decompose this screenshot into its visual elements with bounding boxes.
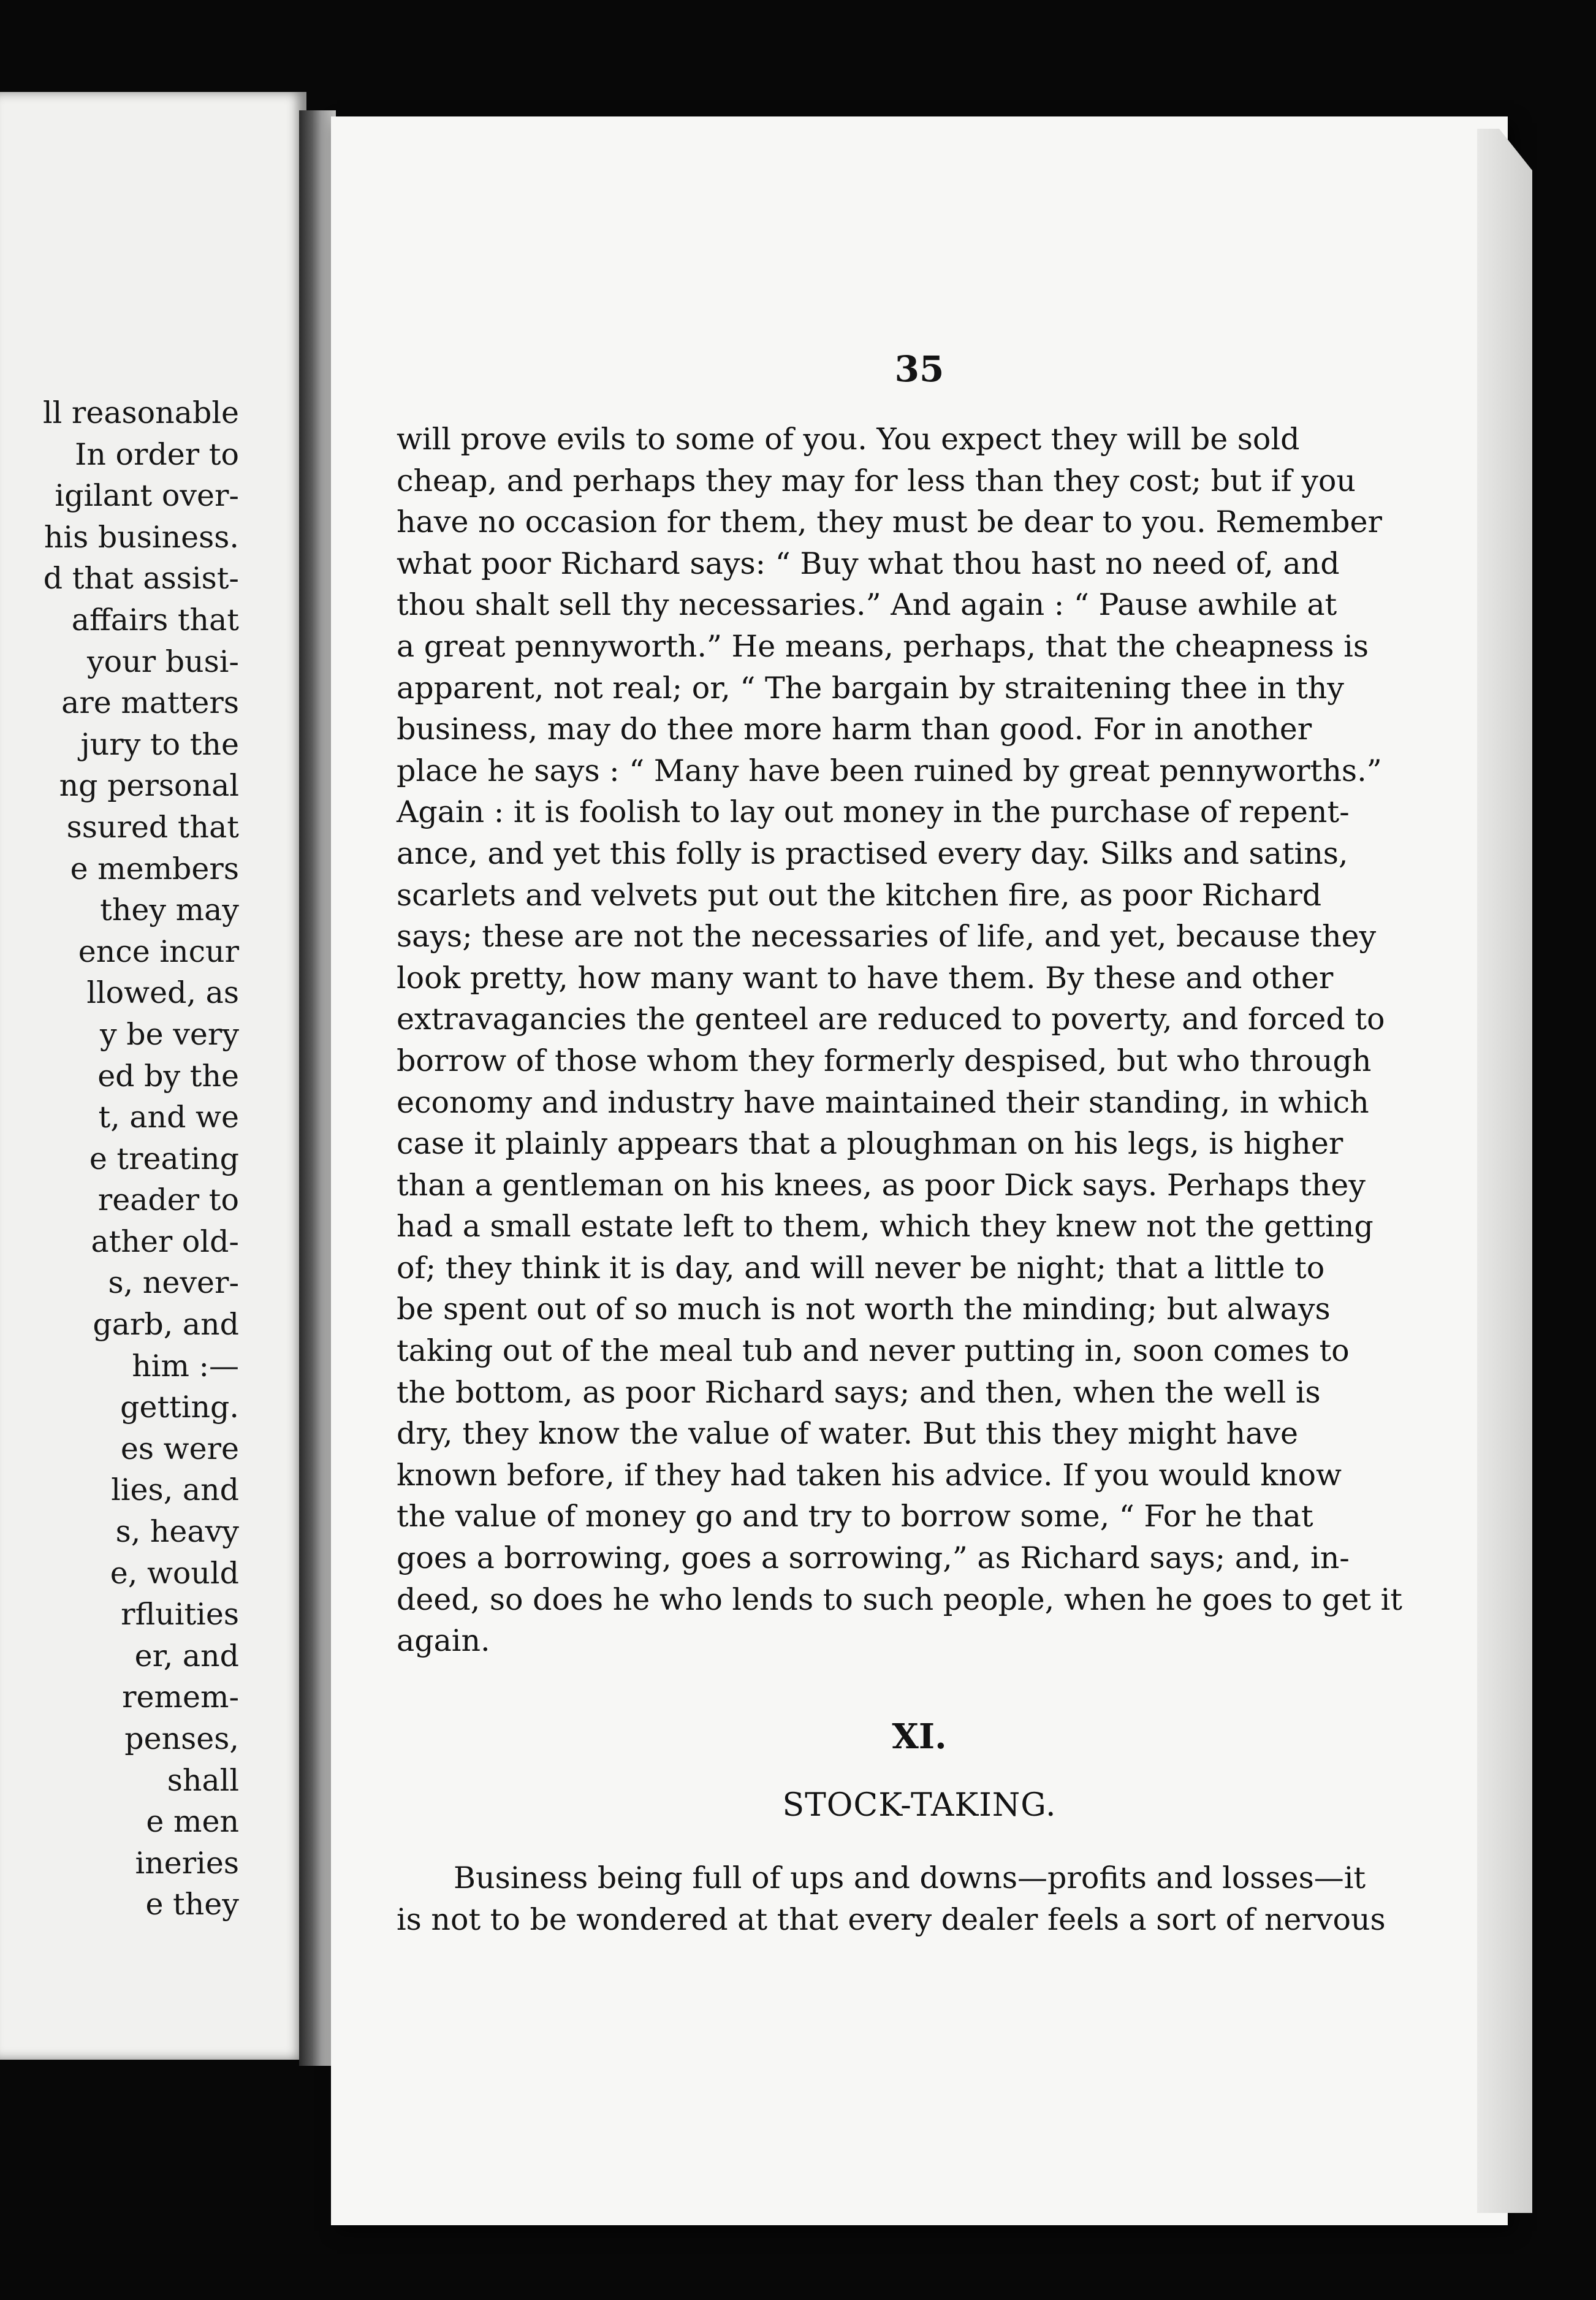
text-line: ll reasonable <box>42 395 239 430</box>
text-line: business, may do thee more harm than good. For in another <box>397 712 1312 747</box>
text-line: scarlets and velvets put out the kitchen fire, as poor Richard <box>397 877 1322 913</box>
text-line: remem- <box>122 1680 239 1715</box>
text-line: ance, and yet this folly is practised every day. Silks and satins, <box>397 836 1348 871</box>
text-line: reader to <box>97 1182 239 1218</box>
section-heading: STOCK-TAKING. <box>782 1787 1057 1824</box>
text-line: his business. <box>44 519 239 555</box>
text-line: e treating <box>89 1141 239 1176</box>
section-paragraph <box>397 1857 1386 1940</box>
text-line: t, and we <box>98 1100 239 1135</box>
text-line: getting. <box>120 1390 239 1425</box>
text-line: what poor Richard says: “ Buy what thou hast no need of, and <box>397 546 1340 581</box>
text-line: rfluities <box>121 1597 239 1632</box>
text-line: e, would <box>110 1555 239 1591</box>
text-line: again. <box>397 1623 490 1659</box>
text-line: In order to <box>75 436 239 472</box>
text-line: ed by the <box>97 1058 239 1094</box>
text-line: case it plainly appears that a ploughman on his legs, is higher <box>397 1126 1343 1162</box>
section-number: XI. <box>892 1716 947 1757</box>
text-line: him :— <box>132 1348 239 1384</box>
text-line: the value of money go and try to borrow some, “ For he that <box>397 1499 1313 1534</box>
text-line: known before, if they had taken his advice. If you would know <box>397 1457 1342 1493</box>
text-line: ather old- <box>91 1224 239 1259</box>
book-gutter <box>299 110 336 2066</box>
text-line: e they <box>145 1887 239 1922</box>
text-line: apparent, not real; or, “ The bargain by straitening thee in thy <box>397 670 1344 706</box>
text-line: es were <box>120 1431 239 1466</box>
text-line: igilant over- <box>55 478 239 514</box>
text-line: y be very <box>100 1016 239 1052</box>
text-line: borrow of those whom they formerly despised, but who through <box>397 1043 1372 1078</box>
text-line: er, and <box>134 1638 239 1674</box>
text-line: economy and industry have maintained their standing, in which <box>397 1084 1369 1120</box>
text-line: are matters <box>61 685 239 721</box>
text-line: taking out of the meal tub and never putting in, soon comes to <box>397 1333 1350 1369</box>
text-line: is not to be wondered at that every dealer feels a sort of nervous <box>397 1902 1386 1937</box>
text-line: extravagancies the genteel are reduced to poverty, and forced to <box>397 1002 1385 1037</box>
text-line: be spent out of so much is not worth the minding; but always <box>397 1292 1331 1327</box>
text-line: ssured that <box>66 809 239 845</box>
page-edge <box>1477 129 1532 2213</box>
text-line: llowed, as <box>86 975 239 1011</box>
text-line: ence incur <box>78 934 239 969</box>
text-line: than a gentleman on his knees, as poor Dick says. Perhaps they <box>397 1167 1366 1203</box>
text-line: Business being full of ups and downs—profits and losses—it <box>454 1860 1366 1895</box>
text-line: jury to the <box>80 726 239 762</box>
text-line: penses, <box>124 1721 239 1756</box>
text-line: place he says : “ Many have been ruined by great pennyworths.” <box>397 753 1382 788</box>
text-line: had a small estate left to them, which they knew not the getting <box>397 1209 1374 1244</box>
text-line: look pretty, how many want to have them. By these and other <box>397 960 1334 996</box>
text-line: d that assist- <box>43 561 239 596</box>
text-line: have no occasion for them, they must be dear to you. Remember <box>397 505 1382 540</box>
text-line: they may <box>100 893 239 928</box>
text-line: ng personal <box>59 768 239 804</box>
text-line: a great pennyworth.” He means, perhaps, that the cheapness is <box>397 628 1369 664</box>
body-paragraph <box>397 419 1402 1662</box>
text-line: e men <box>146 1804 239 1840</box>
text-line: affairs that <box>71 602 239 638</box>
text-line: the bottom, as poor Richard says; and then, when the well is <box>397 1374 1321 1410</box>
text-line: garb, and <box>93 1307 239 1342</box>
text-line: deed, so does he who lends to such people, when he goes to get it <box>397 1582 1402 1617</box>
text-line: lies, and <box>111 1472 239 1508</box>
text-line: s, heavy <box>115 1514 239 1550</box>
page-number: 35 <box>894 348 944 390</box>
text-line: thou shalt sell thy necessaries.” And again : “ Pause awhile at <box>397 587 1337 623</box>
text-line: dry, they know the value of water. But this they might have <box>397 1416 1298 1452</box>
text-line: s, never- <box>108 1265 239 1301</box>
text-line: will prove evils to some of you. You expect they will be sold <box>397 422 1300 457</box>
text-line: of; they think it is day, and will never be night; that a little to <box>397 1250 1325 1285</box>
text-line: ineries <box>135 1845 239 1881</box>
text-line: Again : it is foolish to lay out money in the purchase of repent- <box>397 794 1350 830</box>
current-page <box>331 116 1508 2225</box>
text-line: says; these are not the necessaries of life, and yet, because they <box>397 919 1377 954</box>
text-line: your busi- <box>86 644 239 679</box>
text-line: e members <box>70 851 239 886</box>
previous-page-text <box>43 392 239 1925</box>
text-line: shall <box>167 1762 239 1798</box>
text-line: cheap, and perhaps they may for less than they cost; but if you <box>397 463 1356 498</box>
text-line: goes a borrowing, goes a sorrowing,” as Richard says; and, in- <box>397 1540 1350 1576</box>
previous-page-fragment <box>0 92 306 2060</box>
